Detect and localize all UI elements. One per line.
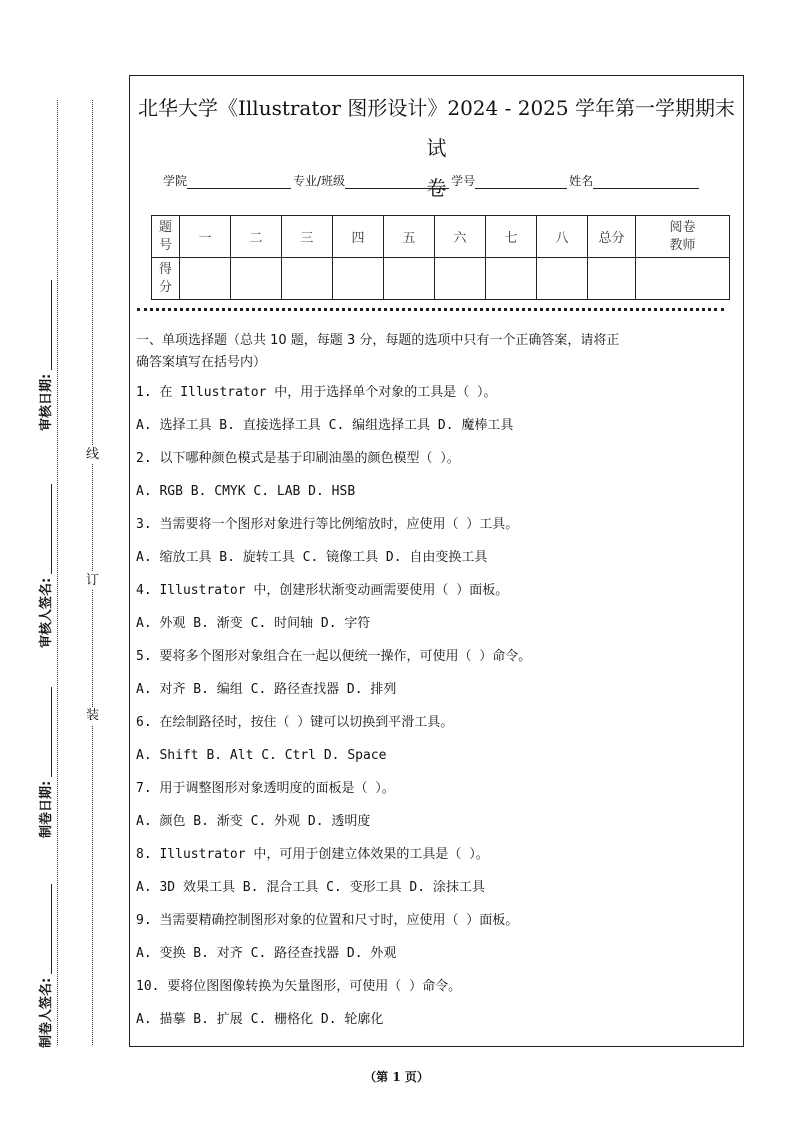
college-input[interactable] — [187, 174, 291, 189]
question-text: 3. 当需要将一个图形对象进行等比例缩放时，应使用（ ）工具。 — [136, 517, 519, 532]
maker-date-label: 制卷日期: — [38, 780, 54, 838]
major-input[interactable] — [345, 174, 449, 189]
reviewer-date-blank[interactable] — [37, 280, 52, 370]
question-options: A. RGB B. CMYK C. LAB D. HSB — [136, 484, 356, 499]
maker-sign-field[interactable] — [33, 848, 55, 1048]
header-cell: 七 — [486, 216, 537, 258]
header-cell: 六 — [435, 216, 486, 258]
score-cell[interactable] — [282, 258, 333, 300]
header-cell: 一 — [180, 216, 231, 258]
header-cell: 八 — [537, 216, 588, 258]
question-text: 10. 要将位图图像转换为矢量图形，可使用（ ）命令。 — [136, 979, 462, 994]
section-heading-line1: 一、单项选择题（总共 10 题，每题 3 分，每题的选项中只有一个正确答案，请将正 — [136, 333, 620, 348]
question-options: A. Shift B. Alt C. Ctrl D. Space — [136, 748, 387, 763]
question-options: A. 3D 效果工具 B. 混合工具 C. 变形工具 D. 涂抹工具 — [136, 880, 485, 895]
score-cell[interactable] — [180, 258, 231, 300]
reviewer-date-label: 审核日期: — [38, 373, 54, 431]
maker-date-blank[interactable] — [37, 687, 52, 777]
question-options: A. 外观 B. 渐变 C. 时间轴 D. 字符 — [136, 616, 371, 631]
score-table-header-row — [152, 216, 730, 258]
question-text: 6. 在绘制路径时，按住（ ）键可以切换到平滑工具。 — [136, 715, 454, 730]
section-heading-line2: 确答案填写在括号内） — [136, 355, 267, 370]
question-text: 8. Illustrator 中，可用于创建立体效果的工具是（ ）。 — [136, 847, 489, 862]
question-options: A. 变换 B. 对齐 C. 路径查找器 D. 外观 — [136, 946, 397, 961]
score-cell[interactable] — [231, 258, 282, 300]
question-text: 9. 当需要精确控制图形对象的位置和尺寸时，应使用（ ）面板。 — [136, 913, 519, 928]
score-label-cell: 得分 — [152, 258, 180, 300]
question-text: 1. 在 Illustrator 中，用于选择单个对象的工具是（ ）。 — [136, 385, 497, 400]
question-options: A. 缩放工具 B. 旋转工具 C. 镜像工具 D. 自由变换工具 — [136, 550, 488, 565]
question-text: 7. 用于调整图形对象透明度的面板是（ ）。 — [136, 781, 395, 796]
question-options: A. 选择工具 B. 直接选择工具 C. 编组选择工具 D. 魔棒工具 — [136, 418, 514, 433]
header-cell-reviewer: 阅卷教师 — [636, 216, 730, 258]
score-cell[interactable] — [333, 258, 384, 300]
question-section — [136, 330, 740, 1043]
name-input[interactable] — [593, 174, 699, 189]
reviewer-sign-field[interactable] — [33, 448, 55, 648]
score-cell-total[interactable] — [588, 258, 636, 300]
question-options: A. 对齐 B. 编组 C. 路径查找器 D. 排列 — [136, 682, 397, 697]
exam-title — [131, 88, 742, 208]
name-label: 姓名 — [569, 174, 594, 188]
header-label-cell: 题号 — [152, 216, 180, 258]
question-text: 2. 以下哪种颜色模式是基于印刷油墨的颜色模型（ ）。 — [136, 451, 460, 466]
question-options: A. 描摹 B. 扩展 C. 栅格化 D. 轮廓化 — [136, 1012, 384, 1027]
score-table-score-row — [152, 258, 730, 300]
binding-char-ding: 订 — [86, 573, 100, 588]
student-id-label: 学号 — [451, 174, 476, 188]
score-cell[interactable] — [486, 258, 537, 300]
dotted-separator — [137, 308, 724, 311]
college-label: 学院 — [163, 174, 188, 188]
maker-date-field[interactable] — [33, 638, 55, 838]
exam-title-line1: 北华大学《Illustrator 图形设计》2024 - 2025 学年第一学期期末试 — [138, 96, 735, 160]
question-text: 4. Illustrator 中，创建形状渐变动画需要使用（ ）面板。 — [136, 583, 509, 598]
reviewer-date-field[interactable] — [33, 231, 55, 431]
header-cell: 二 — [231, 216, 282, 258]
question-options: A. 颜色 B. 渐变 C. 外观 D. 透明度 — [136, 814, 371, 829]
header-cell-total: 总分 — [588, 216, 636, 258]
score-cell-reviewer[interactable] — [636, 258, 730, 300]
header-cell: 四 — [333, 216, 384, 258]
binding-char-xian: 线 — [86, 447, 100, 462]
score-cell[interactable] — [384, 258, 435, 300]
question-text: 5. 要将多个图形对象组合在一起以便统一操作，可使用（ ）命令。 — [136, 649, 532, 664]
binding-char-zhuang: 装 — [86, 708, 100, 723]
header-cell: 三 — [282, 216, 333, 258]
maker-sign-blank[interactable] — [37, 884, 52, 974]
score-cell[interactable] — [435, 258, 486, 300]
reviewer-sign-label: 审核人签名: — [38, 577, 54, 648]
section-heading — [136, 330, 740, 374]
exam-title-line2: 卷 — [426, 176, 447, 200]
page-number: （第 1 页） — [364, 1070, 429, 1084]
maker-sign-label: 制卷人签名: — [38, 977, 54, 1048]
reviewer-sign-blank[interactable] — [37, 484, 52, 574]
score-cell[interactable] — [537, 258, 588, 300]
student-info-row — [163, 172, 701, 189]
score-table — [151, 215, 730, 300]
student-id-input[interactable] — [475, 174, 567, 189]
major-label: 专业/班级 — [293, 174, 346, 188]
binding-dotted-line-outer — [57, 100, 58, 1045]
header-cell: 五 — [384, 216, 435, 258]
